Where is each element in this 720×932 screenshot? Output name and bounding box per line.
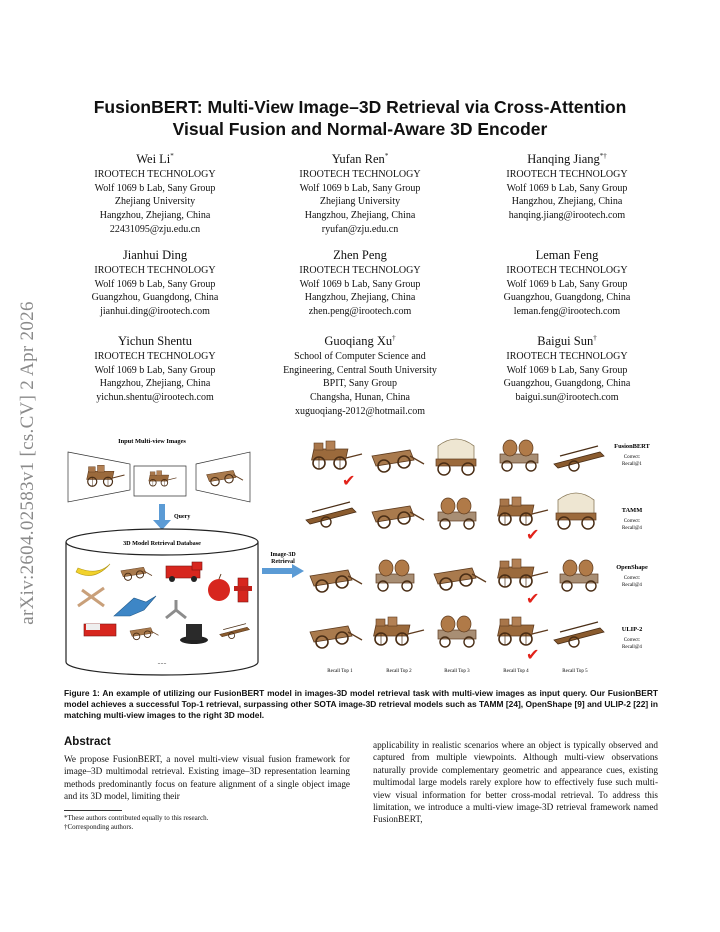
footnote-rule [64, 810, 122, 811]
recall-label: Recall Top 5 [562, 669, 588, 674]
author-card [255, 148, 465, 236]
author-affiliation-line: Zhejiang University [114, 196, 196, 208]
author-mark: † [392, 334, 396, 342]
title-line-1: FusionBERT: Multi-View Image–3D Retrieval via Cross-Attention [93, 97, 627, 117]
author-name-text: Jianhui Ding [122, 248, 188, 263]
author-name-text: Wei Li [136, 152, 171, 167]
retrieval-label-1: Image-3D [270, 552, 296, 558]
author-email[interactable]: zhen.peng@irootech.com [308, 305, 412, 317]
author-affiliation-line: Wolf 1069 b Lab, Sany Group [299, 278, 421, 290]
recall-label: Recall Top 3 [444, 669, 470, 674]
figure-graphic [64, 430, 660, 680]
author-email[interactable]: jianhui.ding@irootech.com [100, 305, 210, 317]
author-affiliation-line: Hangzhou, Zhejiang, China [304, 292, 416, 304]
model-name: ULIP-2 [621, 626, 643, 633]
author-card [255, 330, 465, 418]
model-status: Correct: [623, 576, 641, 581]
author-email[interactable]: 22431095@zju.edu.cn [109, 223, 201, 235]
author-affiliation-line: Wolf 1069 b Lab, Sany Group [506, 364, 628, 376]
author-name [462, 244, 672, 264]
abstract-right-column: applicability in realistic scenarios where an object is typically observed and captured from multiple viewpoints. Although multi-view observations naturally provide complementary geometric and appearance cues, existing multimodal large models rarely explore how to effectively fuse such multi-view visual information for better cross-modal retrieval. To address this limitation, we introduce a multi-view image-3D retrieval framework named FusionBERT, [373, 740, 658, 825]
author-affiliation-line: IROOTECH TECHNOLOGY [506, 169, 628, 181]
query-label: Query [174, 514, 191, 520]
author-name [462, 330, 672, 350]
database-label: 3D Model Retrieval Database [123, 540, 201, 547]
model-metric: Recall@4 [622, 645, 642, 650]
recall-label: Recall Top 1 [327, 669, 353, 674]
author-card [50, 148, 260, 236]
footnotes [64, 814, 294, 832]
author-name [255, 148, 465, 168]
abstract-heading: Abstract [64, 736, 111, 748]
author-name-text: Leman Feng [535, 248, 599, 263]
author-affiliation-line: Guangzhou, Guangdong, China [503, 378, 631, 390]
check-mark-fusionbert: ✔ [342, 471, 356, 490]
author-name [50, 244, 260, 264]
arxiv-stamp: arXiv:2604.02583v1 [cs.CV] 2 Apr 2026 [17, 301, 38, 625]
author-affiliation-line: Guangzhou, Guangdong, China [503, 292, 631, 304]
author-card [462, 148, 672, 223]
author-name [255, 244, 465, 264]
author-name [50, 148, 260, 168]
paper-title [40, 96, 680, 140]
author-affiliation-line: School of Computer Science and [294, 351, 426, 363]
author-name [255, 330, 465, 350]
author-affiliation-line: IROOTECH TECHNOLOGY [299, 169, 421, 181]
check-mark-ulip2: ✔ [526, 645, 540, 664]
author-affiliation-line: Hangzhou, Zhejiang, China [304, 209, 416, 221]
footnote-corresponding: †Corresponding authors. [64, 823, 134, 831]
author-affiliation-line: BPIT, Sany Group [323, 378, 397, 390]
model-name: OpenShape [616, 564, 648, 571]
author-affiliation-line: Engineering, Central South University [283, 364, 437, 376]
model-status: Correct: [623, 455, 641, 460]
author-mark: * [170, 152, 174, 160]
author-affiliation-line: Wolf 1069 b Lab, Sany Group [94, 364, 216, 376]
author-email[interactable]: ryufan@zju.edu.cn [321, 223, 399, 235]
author-card [50, 330, 260, 405]
author-affiliation-line: Hangzhou, Zhejiang, China [511, 196, 623, 208]
author-email[interactable]: yichun.shentu@irootech.com [96, 391, 214, 403]
author-email[interactable]: leman.feng@irootech.com [513, 305, 621, 317]
input-views-label: Input Multi-view Images [118, 438, 186, 445]
author-affiliation-line: Guangzhou, Guangdong, China [91, 292, 219, 304]
author-name-text: Zhen Peng [333, 248, 387, 263]
check-mark-tamm: ✔ [526, 525, 540, 544]
model-metric: Recall@4 [622, 526, 642, 531]
author-name [50, 330, 260, 350]
check-mark-openshape: ✔ [526, 589, 540, 608]
author-affiliation-line: Wolf 1069 b Lab, Sany Group [506, 278, 628, 290]
author-affiliation-line: IROOTECH TECHNOLOGY [506, 351, 628, 363]
author-affiliation-line: Zhejiang University [319, 196, 401, 208]
author-name-text: Baigui Sun [537, 334, 594, 349]
author-card [255, 244, 465, 319]
footnote-equal-contribution: *These authors contributed equally to this research. [64, 814, 209, 822]
title-line-2: Visual Fusion and Normal-Aware 3D Encoder [172, 119, 548, 139]
author-name-text: Yufan Ren [331, 152, 385, 167]
author-email[interactable]: hanqing.jiang@irootech.com [508, 209, 626, 221]
recall-label: Recall Top 2 [386, 669, 412, 674]
author-email[interactable]: baigui.sun@irootech.com [515, 391, 619, 403]
author-card [462, 244, 672, 319]
author-affiliation-line: Wolf 1069 b Lab, Sany Group [506, 182, 628, 194]
recall-label: Recall Top 4 [503, 669, 529, 674]
author-affiliation-line: Wolf 1069 b Lab, Sany Group [94, 182, 216, 194]
author-affiliation-line: IROOTECH TECHNOLOGY [94, 169, 216, 181]
author-affiliation-line: Changsha, Hunan, China [310, 391, 410, 403]
model-status: Correct: [623, 519, 641, 524]
figure-caption: Figure 1: An example of utilizing our FusionBERT model in images-3D model retrieval task with multi-view images as input query. Our FusionBERT model achieves a successful Top-1 retrieval, surpassing other SOTA image-3D retrieval models such as TAMM [24], OpenShape [9] and ULIP-2 [22] in matching multi-view images to the right 3D model. [64, 688, 658, 720]
author-affiliation-line: IROOTECH TECHNOLOGY [94, 351, 216, 363]
author-affiliation-line: IROOTECH TECHNOLOGY [94, 265, 216, 277]
author-name-text: Guoqiang Xu [324, 334, 393, 349]
author-mark: *† [599, 152, 607, 160]
author-affiliation-line: IROOTECH TECHNOLOGY [299, 265, 421, 277]
author-affiliation-line: Wolf 1069 b Lab, Sany Group [299, 182, 421, 194]
author-mark: † [593, 334, 597, 342]
author-card [462, 330, 672, 405]
figure-1 [64, 430, 660, 680]
author-name-text: Hanqing Jiang [527, 152, 600, 167]
author-name [462, 148, 672, 168]
author-affiliation-line: Wolf 1069 b Lab, Sany Group [94, 278, 216, 290]
model-metric: Recall@1 [622, 462, 642, 467]
author-email[interactable]: xuguoqiang-2012@hotmail.com [294, 405, 426, 417]
abstract-left-column: We propose FusionBERT, a novel multi-view visual fusion framework for image–3D multimodal retrieval. Existing image–3D representation learning methods predominantly focus on feature alignment of a single object image and its 3D model, limiting their [64, 754, 350, 802]
author-card [50, 244, 260, 319]
author-affiliation-line: IROOTECH TECHNOLOGY [506, 265, 628, 277]
database-ellipsis: ...... [157, 660, 167, 666]
model-metric: Recall@4 [622, 583, 642, 588]
model-status: Correct: [623, 638, 641, 643]
model-name: TAMM [621, 507, 643, 514]
model-name: FusionBERT [614, 443, 650, 450]
author-mark: * [384, 152, 389, 160]
retrieval-label-2: Retrieval [271, 559, 295, 565]
author-affiliation-line: Hangzhou, Zhejiang, China [99, 378, 211, 390]
author-affiliation-line: Hangzhou, Zhejiang, China [99, 209, 211, 221]
author-name-text: Yichun Shentu [118, 334, 192, 349]
